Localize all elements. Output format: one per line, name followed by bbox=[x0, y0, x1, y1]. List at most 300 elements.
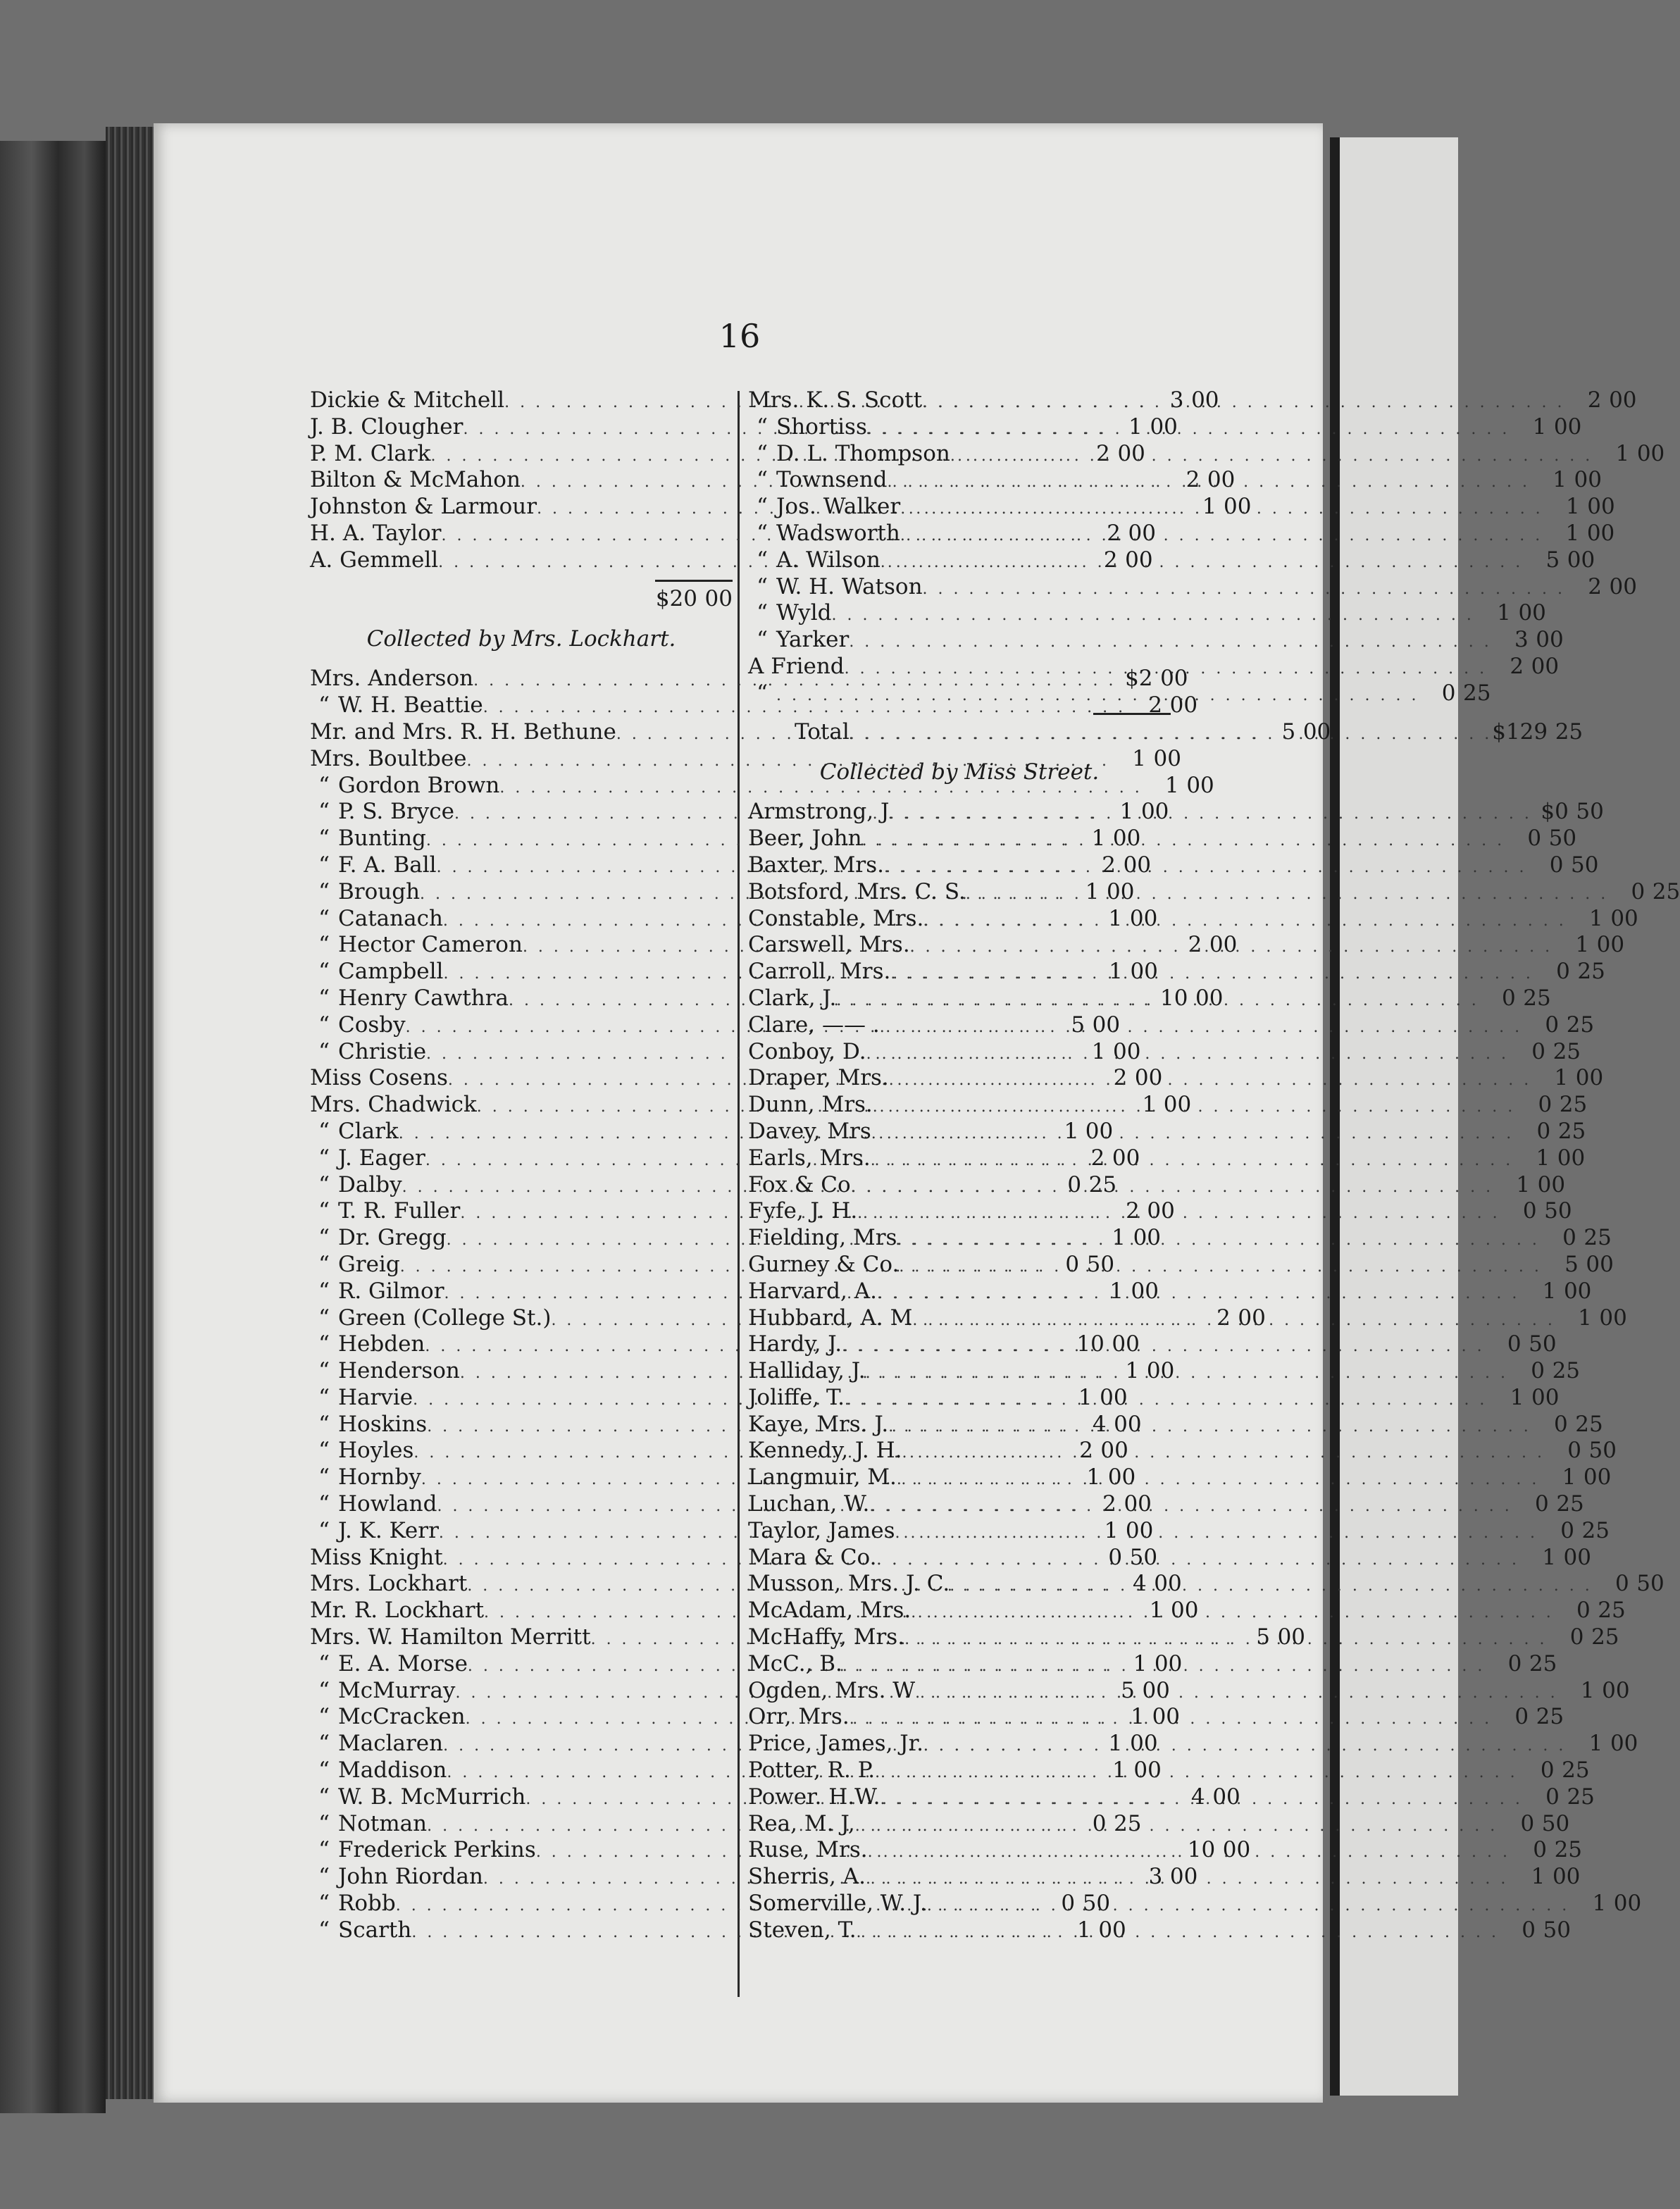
entry-cents: 00 bbox=[1146, 1358, 1175, 1384]
leader-dots bbox=[912, 1307, 1555, 1334]
leader-dots bbox=[950, 440, 1593, 470]
entry-name bbox=[310, 521, 442, 547]
entry-label: Price, James, Jr. bbox=[748, 1731, 923, 1757]
entry-dollars: 1 bbox=[1112, 1757, 1126, 1784]
entry-label: Sherris, A. bbox=[748, 1864, 866, 1890]
entry-dollars: 1 bbox=[1064, 1118, 1078, 1144]
entry-name bbox=[748, 1252, 899, 1278]
entry-name bbox=[310, 1464, 421, 1491]
list-item bbox=[748, 1358, 1581, 1385]
entry-name bbox=[310, 1917, 411, 1944]
leader-dots bbox=[776, 683, 1419, 709]
entry-name bbox=[310, 1784, 525, 1811]
list-item bbox=[748, 1225, 1612, 1252]
list-item bbox=[748, 799, 1604, 826]
entry-name bbox=[310, 414, 463, 441]
leader-dots bbox=[923, 576, 1565, 603]
entry-dollars: 0 bbox=[1514, 1704, 1529, 1730]
entry-prefix: “ bbox=[318, 1891, 330, 1917]
entry-dollars: 2 bbox=[1126, 1198, 1140, 1224]
entry-prefix: Mrs. bbox=[310, 666, 361, 692]
entry-cents: 25 bbox=[1553, 1038, 1581, 1064]
list-item bbox=[748, 1731, 1638, 1757]
entry-cents: 00 bbox=[1140, 799, 1169, 825]
entry-label: John Riordan bbox=[338, 1864, 483, 1890]
entry-name bbox=[310, 1571, 467, 1598]
entry-name bbox=[748, 906, 923, 933]
entry-cents: 00 bbox=[1152, 1704, 1181, 1730]
entry-dollars: 2 bbox=[1107, 520, 1121, 546]
entry-dollars: 2 bbox=[1148, 692, 1163, 718]
entry-amount bbox=[1532, 799, 1604, 826]
entry-cents: 00 bbox=[1163, 1092, 1192, 1118]
entry-name bbox=[748, 521, 900, 547]
entry-name bbox=[748, 852, 884, 879]
list-item bbox=[748, 1278, 1592, 1305]
entry-prefix: “ bbox=[318, 1757, 330, 1784]
entry-dollars: 1 bbox=[1104, 1517, 1119, 1543]
entry-dollars: 2 bbox=[1113, 1065, 1128, 1091]
entry-cents: 00 bbox=[1587, 494, 1615, 520]
entry-cents: 00 bbox=[1092, 1012, 1121, 1038]
leader-dots bbox=[911, 1600, 1553, 1626]
entry-name bbox=[748, 1331, 842, 1358]
entry-cents: 00 bbox=[1531, 653, 1560, 679]
leader-dots bbox=[950, 1573, 1592, 1600]
list-item bbox=[748, 1171, 1566, 1199]
entry-cents: 00 bbox=[1599, 1305, 1627, 1331]
list-item bbox=[748, 1864, 1581, 1891]
entry-label: Bunting bbox=[338, 826, 426, 852]
entry-dollars: 0 bbox=[1553, 1411, 1568, 1437]
entry-amount bbox=[1515, 1092, 1587, 1119]
leader-dots bbox=[851, 1171, 1493, 1201]
entry-name bbox=[310, 1225, 447, 1252]
list-item bbox=[748, 1810, 1570, 1838]
leader-dots bbox=[868, 1839, 1510, 1866]
entry-prefix: “ bbox=[318, 1411, 330, 1437]
entry-label: Anderson bbox=[368, 666, 474, 692]
right-top-list bbox=[748, 387, 1665, 707]
entry-name bbox=[310, 1039, 426, 1066]
entry-dollars: 0 bbox=[1533, 1837, 1548, 1863]
entry-prefix: Mrs. bbox=[310, 1092, 361, 1118]
leader-dots bbox=[877, 1281, 1519, 1307]
entry-label: Hardy, J. bbox=[748, 1331, 842, 1357]
list-item bbox=[748, 440, 1665, 468]
list-item bbox=[748, 1305, 1627, 1332]
entry-prefix: “ bbox=[318, 1517, 330, 1543]
entry-dollars: 1 bbox=[1565, 494, 1580, 520]
entry-name bbox=[310, 1811, 427, 1838]
entry-label: Maddison bbox=[338, 1757, 447, 1784]
entry-cents: 00 bbox=[1531, 1384, 1560, 1410]
entry-prefix: “ bbox=[318, 826, 330, 852]
right-column bbox=[748, 387, 1680, 1944]
entry-cents: 50 bbox=[1082, 1891, 1111, 1917]
entry-prefix: “ bbox=[318, 1864, 330, 1890]
entry-cents: 00 bbox=[1609, 387, 1637, 413]
entry-name bbox=[748, 1545, 877, 1572]
entry-prefix: “ bbox=[318, 1331, 330, 1357]
leader-dots bbox=[900, 520, 1543, 549]
entry-cents: 00 bbox=[1112, 826, 1141, 852]
entry-prefix: “ bbox=[318, 1810, 330, 1836]
entry-dollars: 5 bbox=[1564, 1251, 1579, 1277]
entry-amount bbox=[1531, 1412, 1603, 1438]
entry-cents: 00 bbox=[1133, 1225, 1162, 1251]
leader-dots bbox=[836, 988, 1479, 1014]
entry-label: Hoskins bbox=[338, 1411, 428, 1437]
leader-dots bbox=[922, 390, 1564, 416]
entry-cents: 00 bbox=[1602, 1677, 1630, 1703]
leader-dots bbox=[966, 878, 1608, 908]
entry-amount bbox=[1539, 1464, 1611, 1491]
entry-name bbox=[748, 654, 845, 680]
entry-cents: 00 bbox=[1100, 1438, 1128, 1464]
entry-cents: 25 bbox=[1552, 1358, 1581, 1384]
entry-amount bbox=[1492, 627, 1564, 654]
entry-amount bbox=[1553, 932, 1624, 959]
entry-dollars: 0 bbox=[1536, 1118, 1551, 1144]
entry-label: T. R. Fuller bbox=[338, 1198, 461, 1224]
entry-name bbox=[748, 1704, 850, 1731]
leader-dots bbox=[831, 602, 1474, 629]
entry-cents: 00 bbox=[1147, 1198, 1175, 1224]
entry-amount bbox=[1519, 1545, 1591, 1572]
list-item bbox=[748, 1571, 1665, 1598]
entry-amount bbox=[1508, 1358, 1580, 1385]
leader-dots bbox=[880, 1014, 1522, 1041]
list-item bbox=[748, 826, 1577, 852]
entry-label: J. B. Clougher bbox=[310, 413, 463, 440]
entry-dollars: 2 bbox=[1587, 387, 1602, 413]
list-item bbox=[748, 1704, 1564, 1731]
entry-amount bbox=[1543, 521, 1614, 547]
entry-name bbox=[310, 1331, 425, 1358]
entry-dollars: 0 bbox=[1092, 1810, 1107, 1836]
entry-name bbox=[310, 1651, 468, 1678]
entry-amount bbox=[1569, 1891, 1641, 1917]
list-item bbox=[748, 1384, 1560, 1412]
entry-amount bbox=[1508, 1864, 1580, 1891]
entry-dollars: 1 bbox=[1125, 1358, 1140, 1384]
leader-dots bbox=[897, 1227, 1539, 1254]
entry-name bbox=[310, 1491, 437, 1518]
entry-label: W. H. Beattie bbox=[338, 692, 483, 718]
entry-cents: 25 bbox=[1088, 1171, 1117, 1197]
entry-label: Kaye, Mrs. J. bbox=[748, 1411, 889, 1437]
entry-amount bbox=[1545, 1438, 1617, 1464]
list-item bbox=[748, 1650, 1557, 1678]
entry-name bbox=[310, 959, 443, 985]
entry-cents: 25 bbox=[1581, 1517, 1610, 1543]
entry-amount bbox=[1512, 1491, 1584, 1518]
entry-prefix: “ bbox=[757, 440, 768, 466]
entry-label: Gordon Brown bbox=[338, 772, 500, 798]
entry-cents: 00 bbox=[1154, 1650, 1183, 1676]
entry-dollars: $2 bbox=[1125, 666, 1153, 692]
entry-name bbox=[748, 627, 849, 654]
entry-prefix: “ bbox=[757, 520, 768, 546]
entry-cents: 00 bbox=[1112, 1331, 1140, 1357]
entry-label: Joliffe, T. bbox=[748, 1384, 845, 1410]
entry-dollars: 10 bbox=[1187, 1837, 1216, 1863]
entry-cents: 50 bbox=[1543, 1917, 1571, 1943]
entry-label: D. L. Thompson bbox=[776, 440, 950, 466]
entry-dollars: 0 bbox=[1065, 1251, 1080, 1277]
list-item bbox=[748, 1438, 1617, 1464]
entry-dollars: 5 bbox=[1256, 1624, 1271, 1650]
entry-amount bbox=[1509, 1039, 1581, 1066]
subtotal-cents: 00 bbox=[704, 585, 733, 611]
entry-cents: 00 bbox=[1563, 1278, 1592, 1304]
subtotal-amount bbox=[656, 586, 733, 613]
entry-prefix: “ bbox=[757, 547, 768, 573]
entry-dollars: 2 bbox=[1079, 1438, 1093, 1464]
total-cents: 25 bbox=[1555, 718, 1583, 745]
entry-dollars: 2 bbox=[1510, 653, 1524, 679]
entry-name bbox=[310, 1731, 443, 1757]
entry-cents: 00 bbox=[1131, 1278, 1159, 1304]
entry-label: Campbell bbox=[338, 959, 444, 985]
total-amount bbox=[1492, 719, 1583, 746]
entry-name bbox=[310, 879, 420, 906]
entry-cents: 00 bbox=[1567, 547, 1595, 573]
entry-label: Orr, Mrs. bbox=[748, 1704, 850, 1730]
entry-dollars: 10 bbox=[1159, 985, 1188, 1011]
entry-prefix: “ bbox=[318, 985, 330, 1011]
entry-cents: 50 bbox=[1636, 1571, 1665, 1597]
entry-name bbox=[748, 1039, 866, 1066]
entry-prefix: “ bbox=[318, 1704, 330, 1730]
entry-name bbox=[310, 1704, 466, 1731]
entry-dollars: 0 bbox=[1556, 959, 1570, 985]
leader-dots bbox=[862, 828, 1505, 854]
entry-name bbox=[748, 1385, 845, 1412]
entry-dollars: 2 bbox=[1102, 1491, 1116, 1517]
entry-amount bbox=[1499, 1917, 1571, 1944]
entry-dollars: 0 bbox=[1507, 1331, 1522, 1357]
entry-label: Cosens bbox=[368, 1065, 448, 1091]
leader-dots bbox=[871, 1147, 1513, 1174]
entry-prefix: “ bbox=[318, 1038, 330, 1064]
entry-name bbox=[310, 1598, 484, 1624]
entry-name bbox=[310, 441, 430, 468]
entry-name bbox=[310, 1358, 460, 1385]
entry-dollars: 2 bbox=[1217, 1305, 1231, 1331]
entry-dollars: 5 bbox=[1121, 1677, 1135, 1703]
entry-name bbox=[310, 1198, 460, 1225]
entry-cents: 00 bbox=[1085, 1118, 1114, 1144]
entry-prefix: Mr. and Mrs. bbox=[310, 718, 454, 745]
entry-name bbox=[310, 1145, 425, 1172]
entry-name bbox=[310, 1385, 413, 1412]
entry-name bbox=[748, 826, 862, 852]
entry-dollars: 1 bbox=[1588, 1731, 1603, 1757]
entry-cents: 25 bbox=[1575, 1411, 1603, 1437]
entry-cents: 00 bbox=[1195, 985, 1224, 1011]
list-item bbox=[748, 1012, 1595, 1039]
leader-dots bbox=[902, 1440, 1545, 1467]
entry-dollars: 1 bbox=[1589, 905, 1603, 931]
entry-label: W. H. Watson bbox=[776, 573, 923, 599]
entry-label: Shortiss bbox=[776, 413, 867, 440]
entry-cents: 00 bbox=[1123, 852, 1152, 878]
subtotal-rule bbox=[655, 580, 733, 582]
entry-dollars: 2 bbox=[1090, 1145, 1105, 1171]
entry-cents: 25 bbox=[1536, 1704, 1564, 1730]
entry-amount bbox=[1487, 1385, 1559, 1412]
entry-name bbox=[310, 1837, 536, 1864]
entry-label: Draper, Mrs. bbox=[748, 1065, 889, 1091]
entry-label: Chadwick bbox=[368, 1092, 477, 1118]
entry-cents: 00 bbox=[1160, 666, 1188, 692]
entry-dollars: 0 bbox=[1108, 1544, 1123, 1570]
leader-dots bbox=[915, 1677, 1557, 1707]
entry-cents: 00 bbox=[1171, 1598, 1199, 1624]
entry-prefix: “ bbox=[757, 413, 768, 440]
entry-dollars: 1 bbox=[1085, 878, 1100, 904]
entry-cents: 00 bbox=[1610, 905, 1638, 931]
entry-label: Halliday, J. bbox=[748, 1358, 866, 1384]
list-item bbox=[748, 932, 1625, 959]
entry-label: R. Gilmor bbox=[338, 1278, 444, 1304]
entry-cents: 00 bbox=[1238, 1305, 1266, 1331]
entry-label: Dr. Gregg bbox=[338, 1225, 447, 1251]
entry-cents: 00 bbox=[1209, 932, 1238, 958]
entry-dollars: 4 bbox=[1191, 1784, 1205, 1810]
entry-dollars: 1 bbox=[1565, 520, 1580, 546]
entry-label: Somerville, W. J. bbox=[748, 1891, 927, 1917]
entry-prefix: “ bbox=[318, 878, 330, 904]
entry-name bbox=[310, 547, 438, 574]
entry-cents: 25 bbox=[1462, 680, 1491, 706]
entry-name bbox=[310, 1252, 400, 1278]
entry-prefix: “ bbox=[318, 959, 330, 985]
entry-cents: 00 bbox=[1563, 1544, 1591, 1570]
entry-amount bbox=[1485, 1651, 1557, 1678]
entry-name bbox=[310, 494, 537, 521]
entry-label: Gurney & Co. bbox=[748, 1251, 900, 1277]
entry-dollars: 2 bbox=[1103, 547, 1118, 573]
entry-name bbox=[310, 826, 426, 852]
entry-label: Carroll, Mrs. bbox=[748, 959, 891, 985]
entry-label: Constable, Mrs. bbox=[748, 905, 924, 931]
entry-name bbox=[748, 1598, 911, 1624]
entry-name bbox=[310, 1278, 444, 1305]
leader-dots bbox=[866, 1360, 1508, 1387]
leader-dots bbox=[927, 1893, 1569, 1919]
entry-dollars: 1 bbox=[1078, 1384, 1093, 1410]
leader-dots bbox=[888, 469, 1530, 496]
entry-cents: 50 bbox=[1544, 1198, 1572, 1224]
entry-label: Townsend bbox=[776, 467, 888, 493]
entry-prefix: “ bbox=[318, 799, 330, 825]
leader-dots bbox=[845, 656, 1487, 683]
entry-name bbox=[748, 1012, 880, 1039]
leader-dots bbox=[842, 1333, 1484, 1360]
entry-label: McC., B. bbox=[748, 1650, 842, 1676]
entry-name bbox=[748, 1651, 842, 1678]
list-item bbox=[748, 547, 1595, 574]
entry-label: Armstrong, J bbox=[748, 799, 890, 825]
entry-dollars: 0 bbox=[1531, 1038, 1546, 1064]
entry-prefix: “ bbox=[318, 1731, 330, 1757]
entry-name bbox=[310, 906, 443, 933]
entry-name bbox=[748, 1198, 857, 1225]
entry-dollars: 1 bbox=[1108, 1731, 1123, 1757]
entry-dollars: 10 bbox=[1076, 1331, 1105, 1357]
entry-name bbox=[310, 1624, 591, 1651]
entry-name bbox=[310, 852, 437, 879]
entry-name bbox=[748, 799, 889, 826]
entry-name bbox=[310, 799, 454, 826]
list-item bbox=[748, 494, 1615, 521]
entry-amount bbox=[1492, 1704, 1564, 1731]
entry-prefix: “ bbox=[318, 1358, 330, 1384]
entry-amount bbox=[1505, 826, 1576, 852]
entry-amount bbox=[1514, 1119, 1586, 1145]
entry-name bbox=[310, 1518, 439, 1545]
entry-prefix: “ bbox=[318, 1837, 330, 1863]
list-item bbox=[748, 905, 1638, 933]
entry-dollars: 1 bbox=[1133, 1650, 1147, 1676]
entry-label: Dalby bbox=[338, 1171, 402, 1197]
leader-dots bbox=[845, 1384, 1487, 1414]
entry-amount bbox=[1474, 600, 1546, 627]
entry-name bbox=[748, 680, 776, 707]
entry-name bbox=[310, 666, 473, 692]
entry-cents: 00 bbox=[1518, 600, 1546, 626]
entry-name bbox=[310, 1305, 551, 1332]
leader-dots bbox=[910, 934, 1553, 961]
entry-name bbox=[310, 1065, 448, 1092]
entry-dollars: 1 bbox=[1109, 1278, 1124, 1304]
leader-dots bbox=[880, 1786, 1522, 1813]
entry-label: Wadsworth bbox=[776, 520, 900, 546]
entry-label: Henry Cawthra bbox=[338, 985, 509, 1011]
entry-name bbox=[748, 414, 867, 441]
list-item bbox=[748, 413, 1582, 441]
total-dollars: $129 bbox=[1492, 718, 1548, 745]
leader-dots bbox=[866, 1866, 1508, 1893]
entry-cents: 00 bbox=[1107, 1464, 1136, 1491]
entry-dollars: 1 bbox=[1077, 1917, 1091, 1943]
entry-prefix: “ bbox=[318, 905, 330, 931]
entry-dollars: 4 bbox=[1133, 1571, 1147, 1597]
entry-dollars: 0 bbox=[1538, 1092, 1553, 1118]
entry-cents: 00 bbox=[1277, 1624, 1306, 1650]
entry-amount bbox=[1542, 1252, 1614, 1278]
entry-label: A Friend bbox=[748, 653, 845, 679]
entry-amount bbox=[1510, 414, 1581, 441]
entry-dollars: 1 bbox=[1542, 1278, 1557, 1304]
entry-cents: 00 bbox=[1114, 1411, 1142, 1437]
entry-cents: 00 bbox=[1186, 772, 1214, 798]
entry-name bbox=[748, 467, 888, 494]
entry-amount bbox=[1523, 1784, 1595, 1811]
leader-dots bbox=[900, 496, 1543, 523]
entry-name bbox=[748, 1917, 857, 1944]
entry-dollars: 1 bbox=[1542, 1544, 1556, 1570]
entry-dollars: 5 bbox=[1071, 1012, 1085, 1038]
entry-cents: 25 bbox=[1556, 1491, 1584, 1517]
entry-dollars: 1 bbox=[1562, 1464, 1576, 1491]
entry-label: Hector Cameron bbox=[338, 932, 523, 958]
entry-dollars: 0 bbox=[1540, 1757, 1555, 1784]
entry-label: McAdam, Mrs. bbox=[748, 1598, 911, 1624]
